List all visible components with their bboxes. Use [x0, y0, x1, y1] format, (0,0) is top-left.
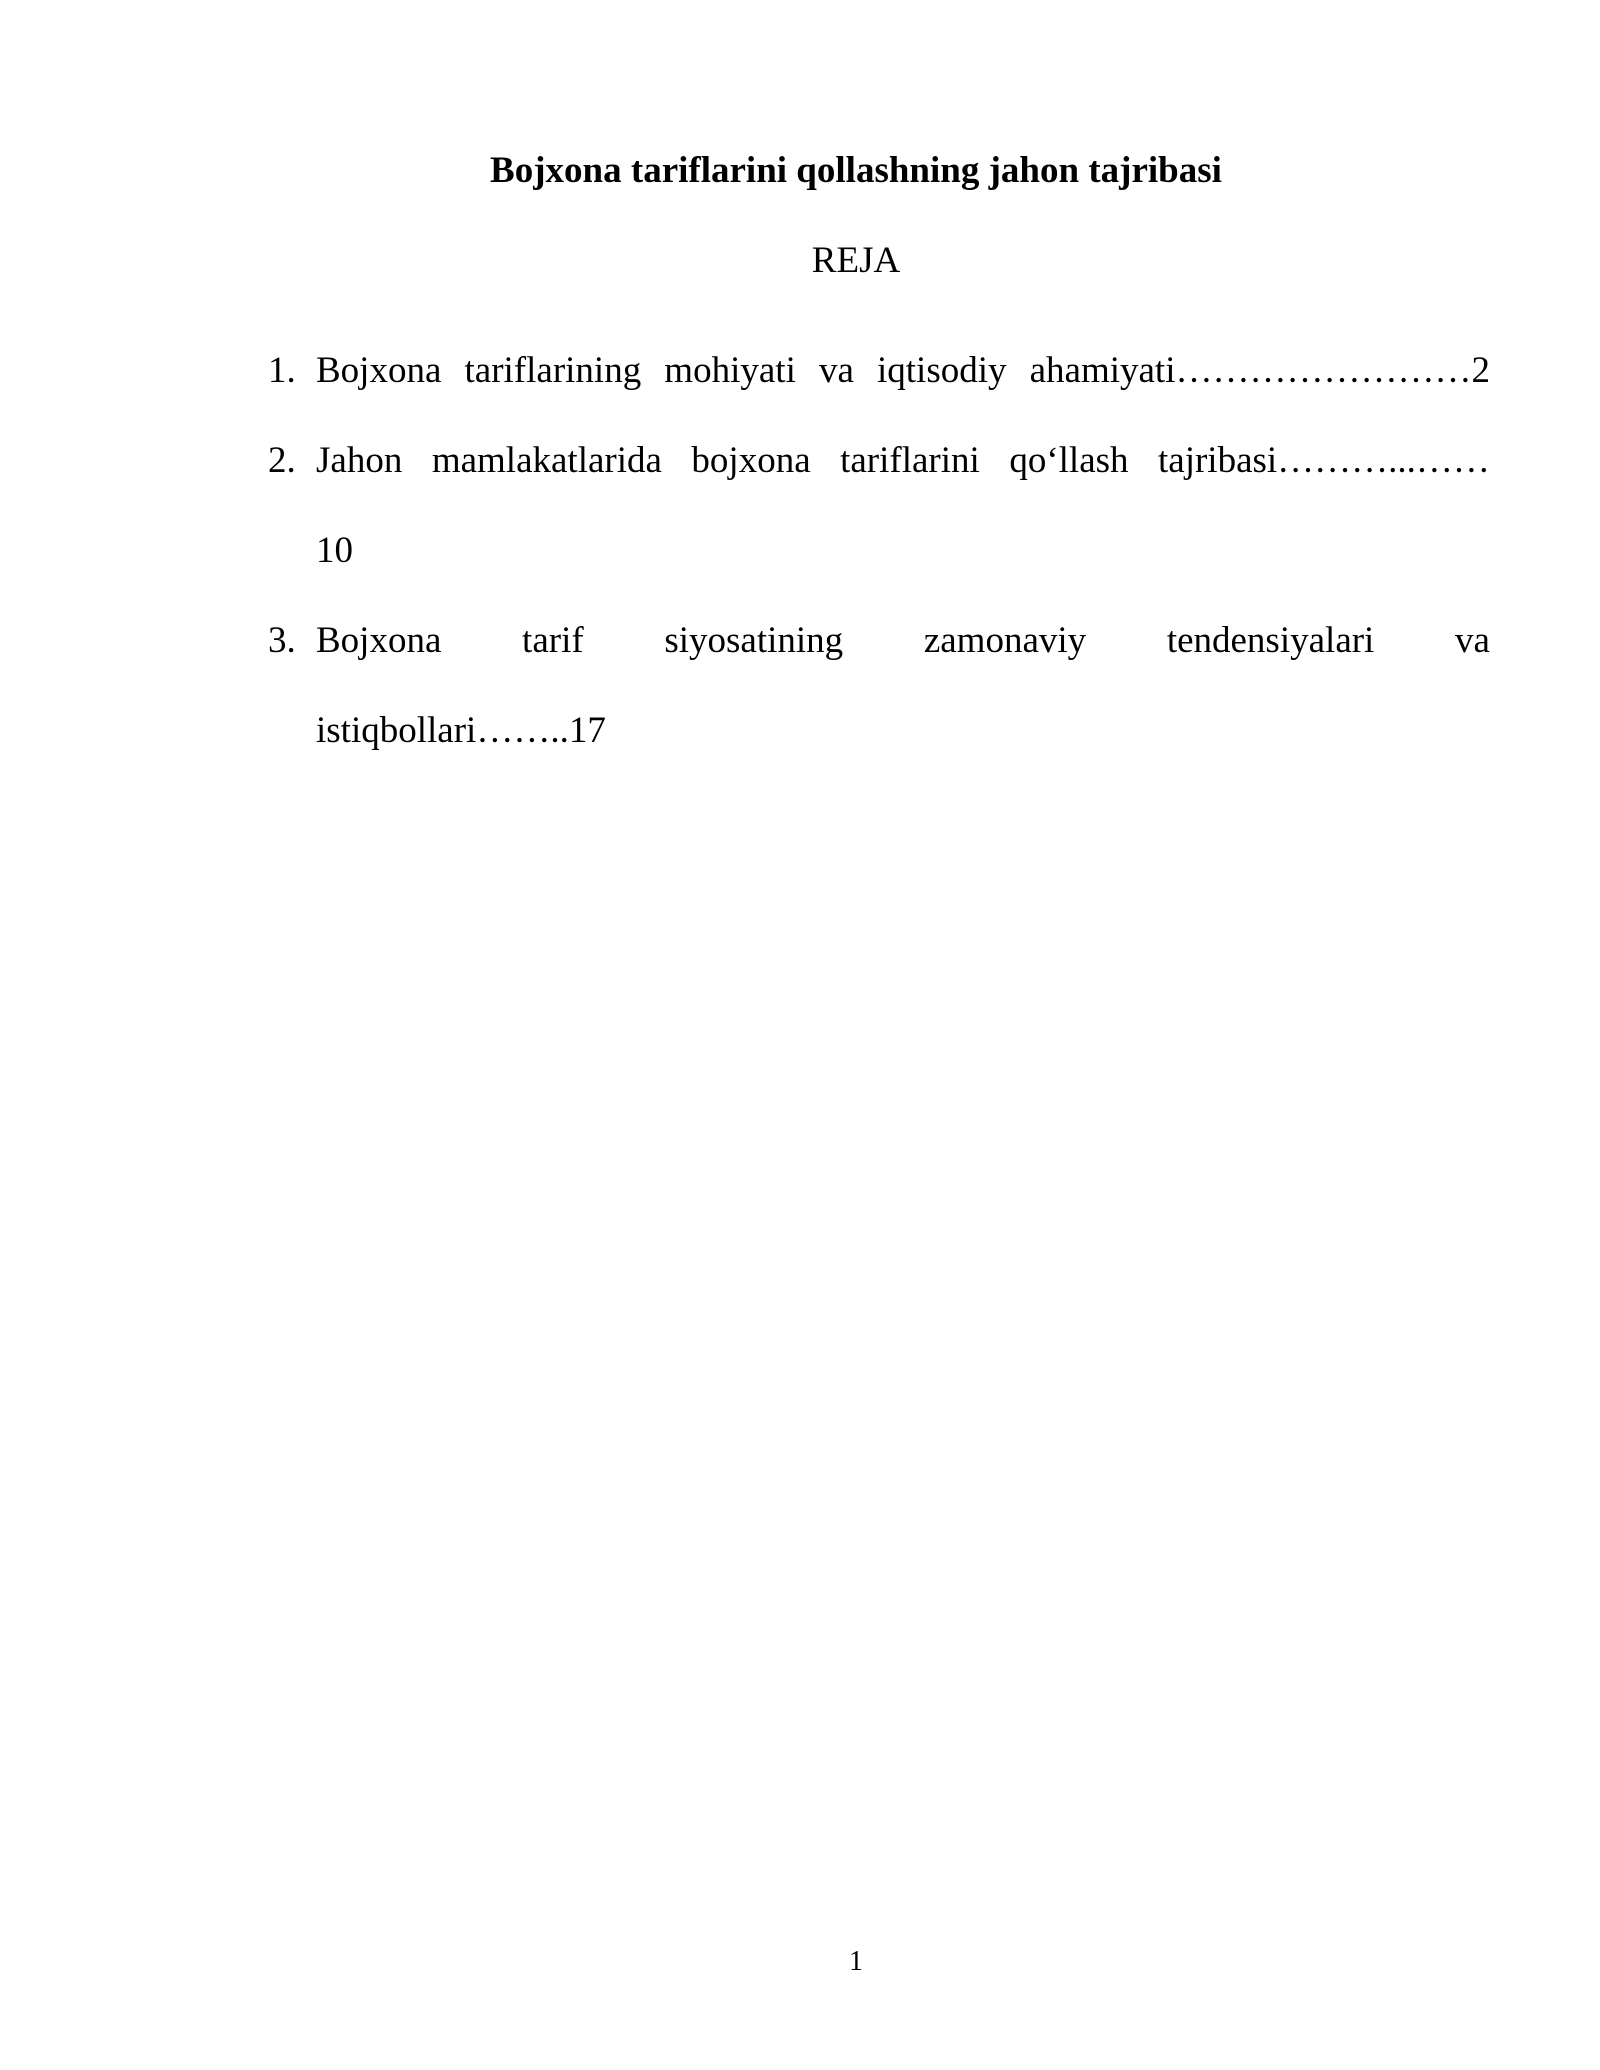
toc-word: qo‘llash — [1009, 440, 1129, 481]
toc-word: bojxona — [691, 440, 811, 481]
toc-item-2 — [268, 416, 1490, 596]
toc-word: tajribasi………...…… — [1158, 440, 1490, 481]
toc-item-text-continued: 10 — [316, 530, 353, 571]
toc-item-text — [316, 596, 1490, 686]
toc-word: tendensiyalari — [1166, 620, 1375, 661]
toc-item-text: Bojxona tariflarining mohiyati va iqtisodiy ahamiyati……………………2 — [316, 350, 1490, 391]
toc-word: tarif — [522, 620, 584, 661]
toc-word: mamlakatlarida — [431, 440, 662, 481]
toc-item-text — [316, 416, 1490, 506]
toc-item-text-continued: istiqbollari……..17 — [316, 710, 606, 751]
page-number: 1 — [849, 1946, 863, 1977]
plan-heading: REJA — [811, 240, 901, 281]
table-of-contents — [268, 326, 1490, 776]
toc-item-number: 2. — [268, 440, 296, 481]
toc-item-number: 3. — [268, 620, 296, 661]
toc-item-3 — [268, 596, 1490, 776]
toc-word: tariflarini — [840, 440, 980, 481]
toc-item-number: 1. — [268, 350, 296, 391]
toc-word: Jahon — [316, 440, 403, 481]
toc-word: Bojxona — [316, 620, 442, 661]
toc-word: zamonaviy — [923, 620, 1087, 661]
document-title: Bojxona tariflarini qollashning jahon tajribasi — [490, 150, 1222, 191]
toc-word: va — [1455, 620, 1490, 661]
toc-word: siyosatining — [664, 620, 844, 661]
toc-item-1 — [268, 326, 1490, 416]
